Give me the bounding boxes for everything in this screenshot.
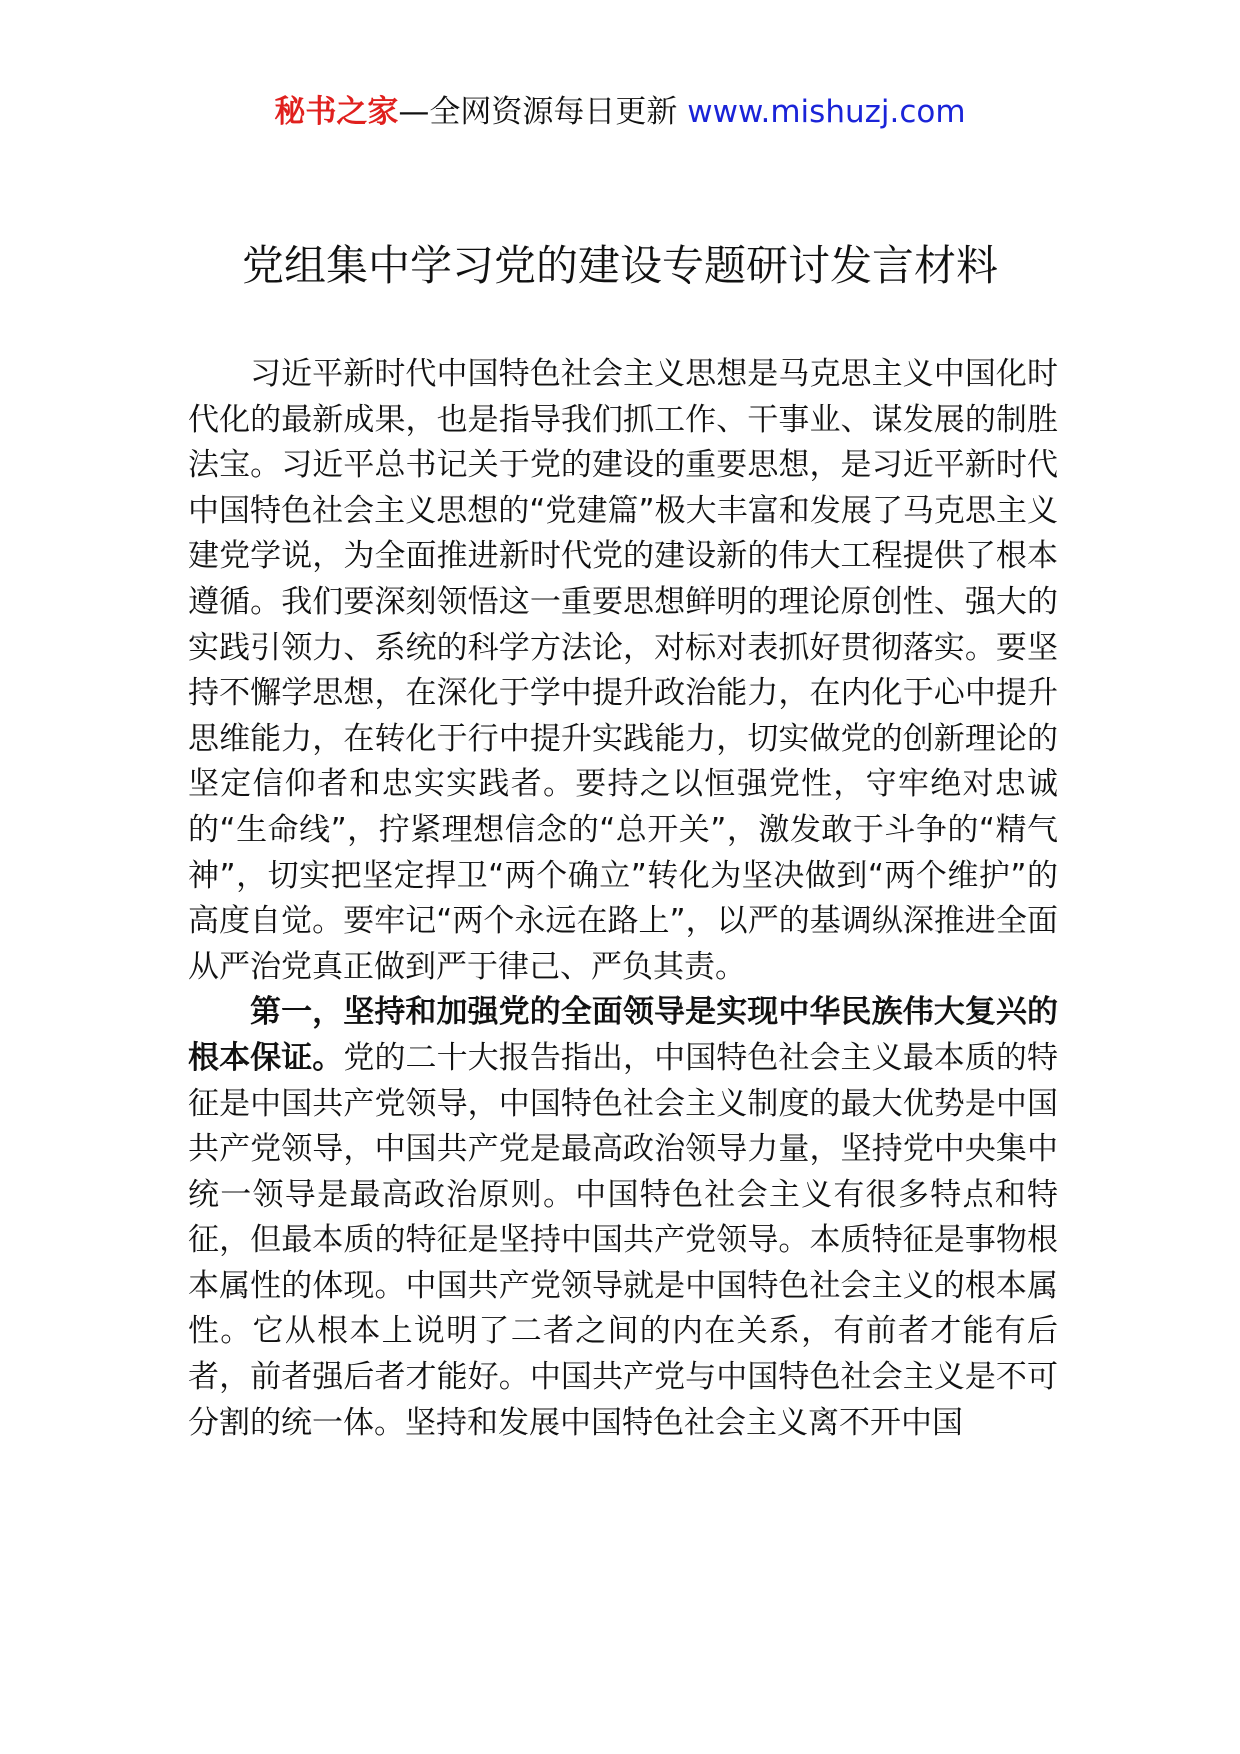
document-body [188, 352, 1058, 1446]
paragraph-lead-heading: 第一，坚持和加强党的全面领导是实现中华民族伟大复兴的根本保证。 [188, 994, 1058, 1076]
paragraph-first-point-text: 党的二十大报告指出，中国特色社会主义最本质的特征是中国共产党领导，中国特色社会主义制度的最大优势是中国共产党领导，中国共产党是最高政治领导力量，坚持党中央集中统一领导是最高政治原则。中国特色社会主义有很多特点和特征，但最本质的特征是坚持中国共产党领导。本质特征是事物根本属性的体现。中国共产党领导就是中国特色社会主义的根本属性。它从根本上说明了二者之间的内在关系，有前者才能有后者，前者强后者才能好。中国共产党与中国特色社会主义是不可分割的统一体。坚持和发展中国特色社会主义离不开中国 [188, 1039, 1059, 1441]
paragraph-intro: 习近平新时代中国特色社会主义思想是马克思主义中国化时代化的最新成果，也是指导我们抓工作、干事业、谋发展的制胜法宝。习近平总书记关于党的建设的重要思想，是习近平新时代中国特色社会主义思想的“党建篇”极大丰富和发展了马克思主义建党学说，为全面推进新时代党的建设新的伟大工程提供了根本遵循。我们要深刻领悟这一重要思想鲜明的理论原创性、强大的实践引领力、系统的科学方法论，对标对表抓好贯彻落实。要坚持不懈学思想，在深化于学中提升政治能力，在内化于心中提升思维能力，在转化于行中提升实践能力，切实做党的创新理论的坚定信仰者和忠实实践者。要持之以恒强党性，守牢绝对忠诚的“生命线”，拧紧理想信念的“总开关”，激发敢于斗争的“精气神”，切实把坚定捍卫“两个确立”转化为坚决做到“两个维护”的高度自觉。要牢记“两个永远在路上”，以严的基调纵深推进全面从严治党真正做到严于律己、严负其责。 [188, 356, 1058, 985]
site-header [0, 92, 1240, 132]
brand-name: 秘书之家 [274, 94, 399, 130]
site-url-link[interactable]: www.mishuzj.com [687, 94, 966, 130]
document-title: 党组集中学习党的建设专题研讨发言材料 [241, 241, 998, 290]
header-tagline: —全网资源每日更新 [398, 94, 678, 130]
paragraph-first-point [188, 990, 1058, 1446]
